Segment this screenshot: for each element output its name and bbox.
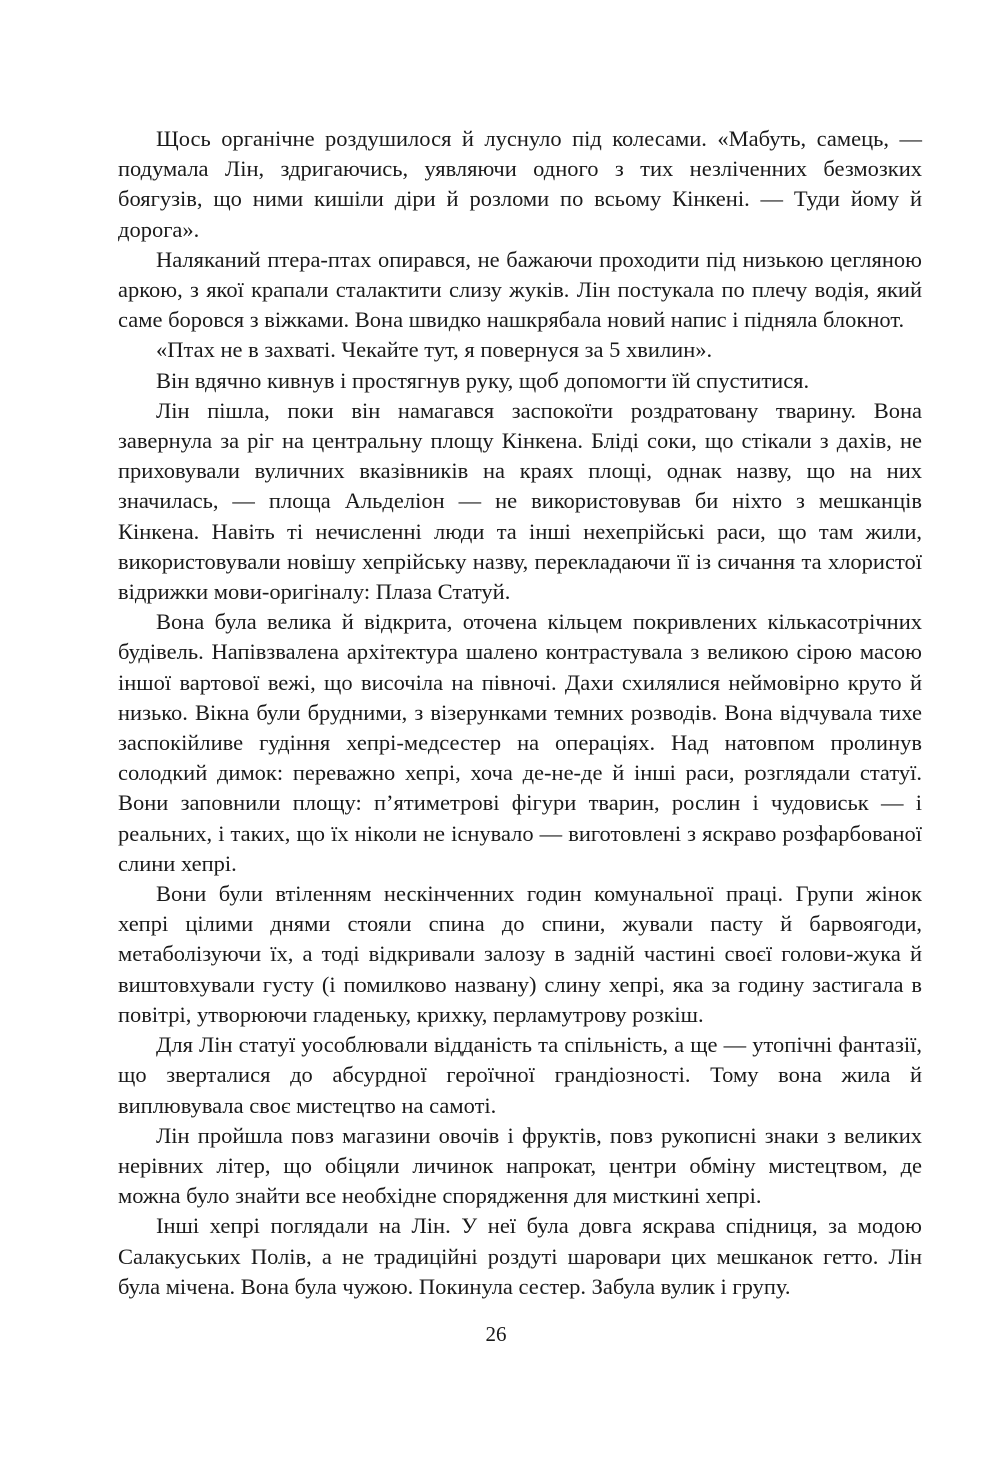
paragraph: Інші хепрі поглядали на Лін. У неї була довга яскрава спідниця, за модою Салакуських Полів, а не традиційні роздуті шаровари цих мешканок гетто. Лін була мічена. Вона була чужою. Покинула сестер. Забула вулик і групу. [118, 1213, 922, 1299]
paragraph: Для Лін статуї уособлювали відданість та спільність, а ще — утопічні фантазії, що зверталися до абсурдної героїчної грандіозності. Тому вона жила й виплювувала своє мистецтво на самоті. [118, 1032, 922, 1118]
paragraph: Він вдячно кивнув і простягнув руку, щоб допомогти їй спуститися. [156, 367, 810, 393]
page-body [118, 124, 922, 1302]
paragraph: Лін пройшла повз магазини овочів і фруктів, повз рукописні знаки з великих нерівних літер, що обіцяли личинок напрокат, центри обміну мистецтвом, де можна було знайти все необхідне спорядження для мисткині хепрі. [118, 1122, 922, 1209]
paragraph: Вона була велика й відкрита, оточена кільцем покривлених кількасотрічних будівель. Напівзвалена архітектура шалено контрастувала з великою сірою масою іншої вартової вежі, що височіла на півночі. Дахи схилялися неймовірно круто й низько. Вікна були брудними, з візерунками темних розводів. Вона відчувала тихе заспокійливе гудіння хепрі-медсестер на операціях. Над натовпом пролинув солодкий димок: переважно хепрі, хоча де-не-де й інші раси, розглядали статуї. Вони заповнили площу: п’ятиметрові фігури тварин, рослин і чудовиськ — і реальних, і таких, що їх ніколи не існувало — виготовлені з яскраво розфарбованої слини хепрі. [118, 609, 922, 876]
paragraph: Вони були втіленням нескінченних годин комунальної праці. Групи жінок хепрі цілими днями стояли спина до спини, жували пасту й барвоягоди, метаболізуючи їх, а тоді відкривали залозу в задній частині своєї голови-жука й виштовхували густу (і помилково названу) слину хепрі, яка за годину застигала в повітрі, утворюючи гладеньку, крихку, перламутрову розкіш. [118, 881, 922, 1027]
page-number: 26 [485, 1322, 507, 1346]
paragraph: Щось органічне роздушилося й луснуло під колесами. «Мабуть, самець, — подумала Лін, здригаючись, уявляючи одного з тих незліченних безмозких боягузів, що ними кишіли діри й розломи по всьому Кінкені. — Туди йому й дорога». [118, 126, 922, 242]
paragraph: «Птах не в захваті. Чекайте тут, я повернуся за 5 хвилин». [156, 337, 713, 363]
paragraph: Лін пішла, поки він намагався заспокоїти роздратовану тварину. Вона завернула за ріг на центральну площу Кінкена. Бліді соки, що стікали з дахів, не приховували вуличних вказівників на краях площі, однак назву, що на них значилась, — площа Альделіон — не використовував би ніхто з мешканців Кінкена. Навіть ті нечисленні люди та інші нехепрійські раси, що там жили, використовували новішу хепрійську назву, перекладаючи її із сичання та хлористої відрижки мови-оригіналу: Плаза Статуй. [118, 397, 922, 605]
paragraph: Наляканий птера-птах опирався, не бажаючи проходити під низькою цегляною аркою, з якої крапали сталактити слизу жуків. Лін постукала по плечу водія, який саме боровся з віжками. Вона швидко нашкрябала новий напис і підняла блокнот. [118, 246, 922, 333]
